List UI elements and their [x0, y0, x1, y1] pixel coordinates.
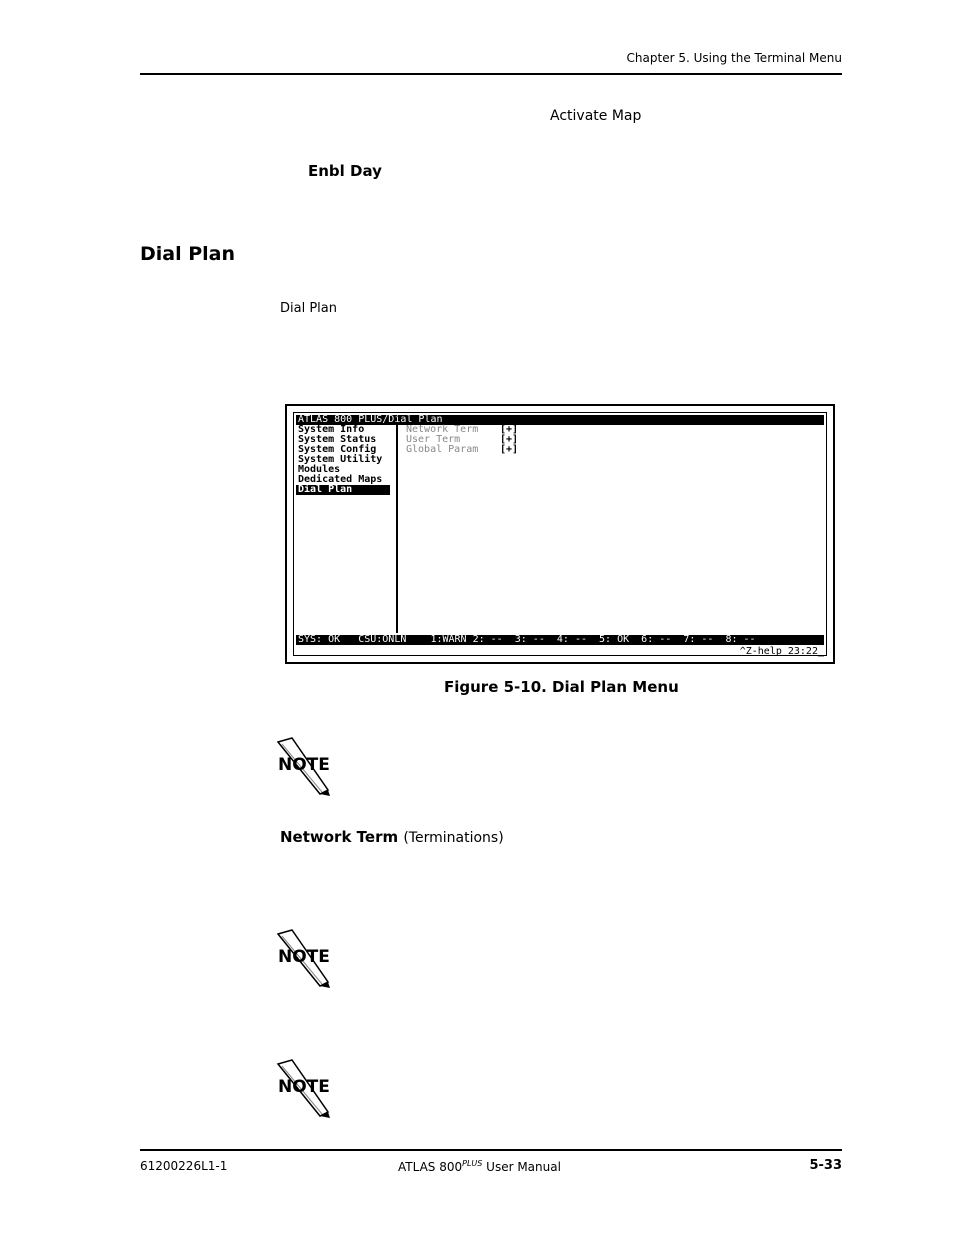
menu-item-dial-plan[interactable]: Dial Plan [296, 485, 390, 495]
menu-item-modules[interactable]: Modules [298, 464, 341, 475]
manual-title: ATLAS $800^{PLUS}$ User Manual [398, 1159, 561, 1174]
network-term-heading: Network Term (Terminations) [280, 828, 504, 846]
note-icon [272, 736, 334, 798]
note-icon [272, 1058, 334, 1120]
terminal-screenshot [285, 404, 835, 664]
svg-text:NOTE: NOTE [278, 755, 330, 775]
note-icon [272, 928, 334, 990]
footer-rule [140, 1149, 842, 1151]
svg-text:NOTE: NOTE [278, 947, 330, 967]
section-title: Dial Plan [140, 243, 236, 265]
terminal-submenu [406, 425, 518, 455]
svg-text:NOTE: NOTE [278, 1077, 330, 1097]
menu-item-system-utility[interactable]: System Utility [298, 454, 383, 465]
terminal-menu [296, 425, 398, 633]
terminal-status-bar: SYS: OK CSU:ONLN 1:WARN 2: -- 3: -- 4: -- 5: OK 6: -- 7: -- 8: -- [296, 635, 824, 645]
doc-number: 61200226L1-1 [140, 1159, 228, 1173]
page-number: 5-33 [809, 1158, 842, 1173]
menu-item-system-info[interactable]: System Info [298, 424, 365, 435]
menu-item-dedicated-maps[interactable]: Dedicated Maps [298, 474, 383, 485]
term-activate-map: Activate Map [550, 108, 642, 124]
header-rule [140, 73, 842, 75]
term-dial-plan: Dial Plan [280, 301, 337, 316]
menu-item-system-config[interactable]: System Config [298, 444, 377, 455]
submenu-row-global-param[interactable]: Global Param [+] [406, 444, 519, 455]
terminal-screen [293, 412, 827, 656]
term-enbl-day: Enbl Day [308, 162, 382, 180]
terminal-title-bar: ATLAS 800 PLUS/Dial Plan [296, 415, 824, 425]
figure-caption: Figure 5-10. Dial Plan Menu [444, 678, 679, 696]
submenu-row-user-term[interactable]: User Term [+] [406, 434, 519, 445]
submenu-row-network-term[interactable]: Network Term [+] [406, 424, 519, 435]
running-header: Chapter 5. Using the Terminal Menu [626, 51, 842, 65]
terminal-help-text: ^Z-help 23:22_ [739, 646, 824, 657]
menu-item-system-status[interactable]: System Status [298, 434, 377, 445]
